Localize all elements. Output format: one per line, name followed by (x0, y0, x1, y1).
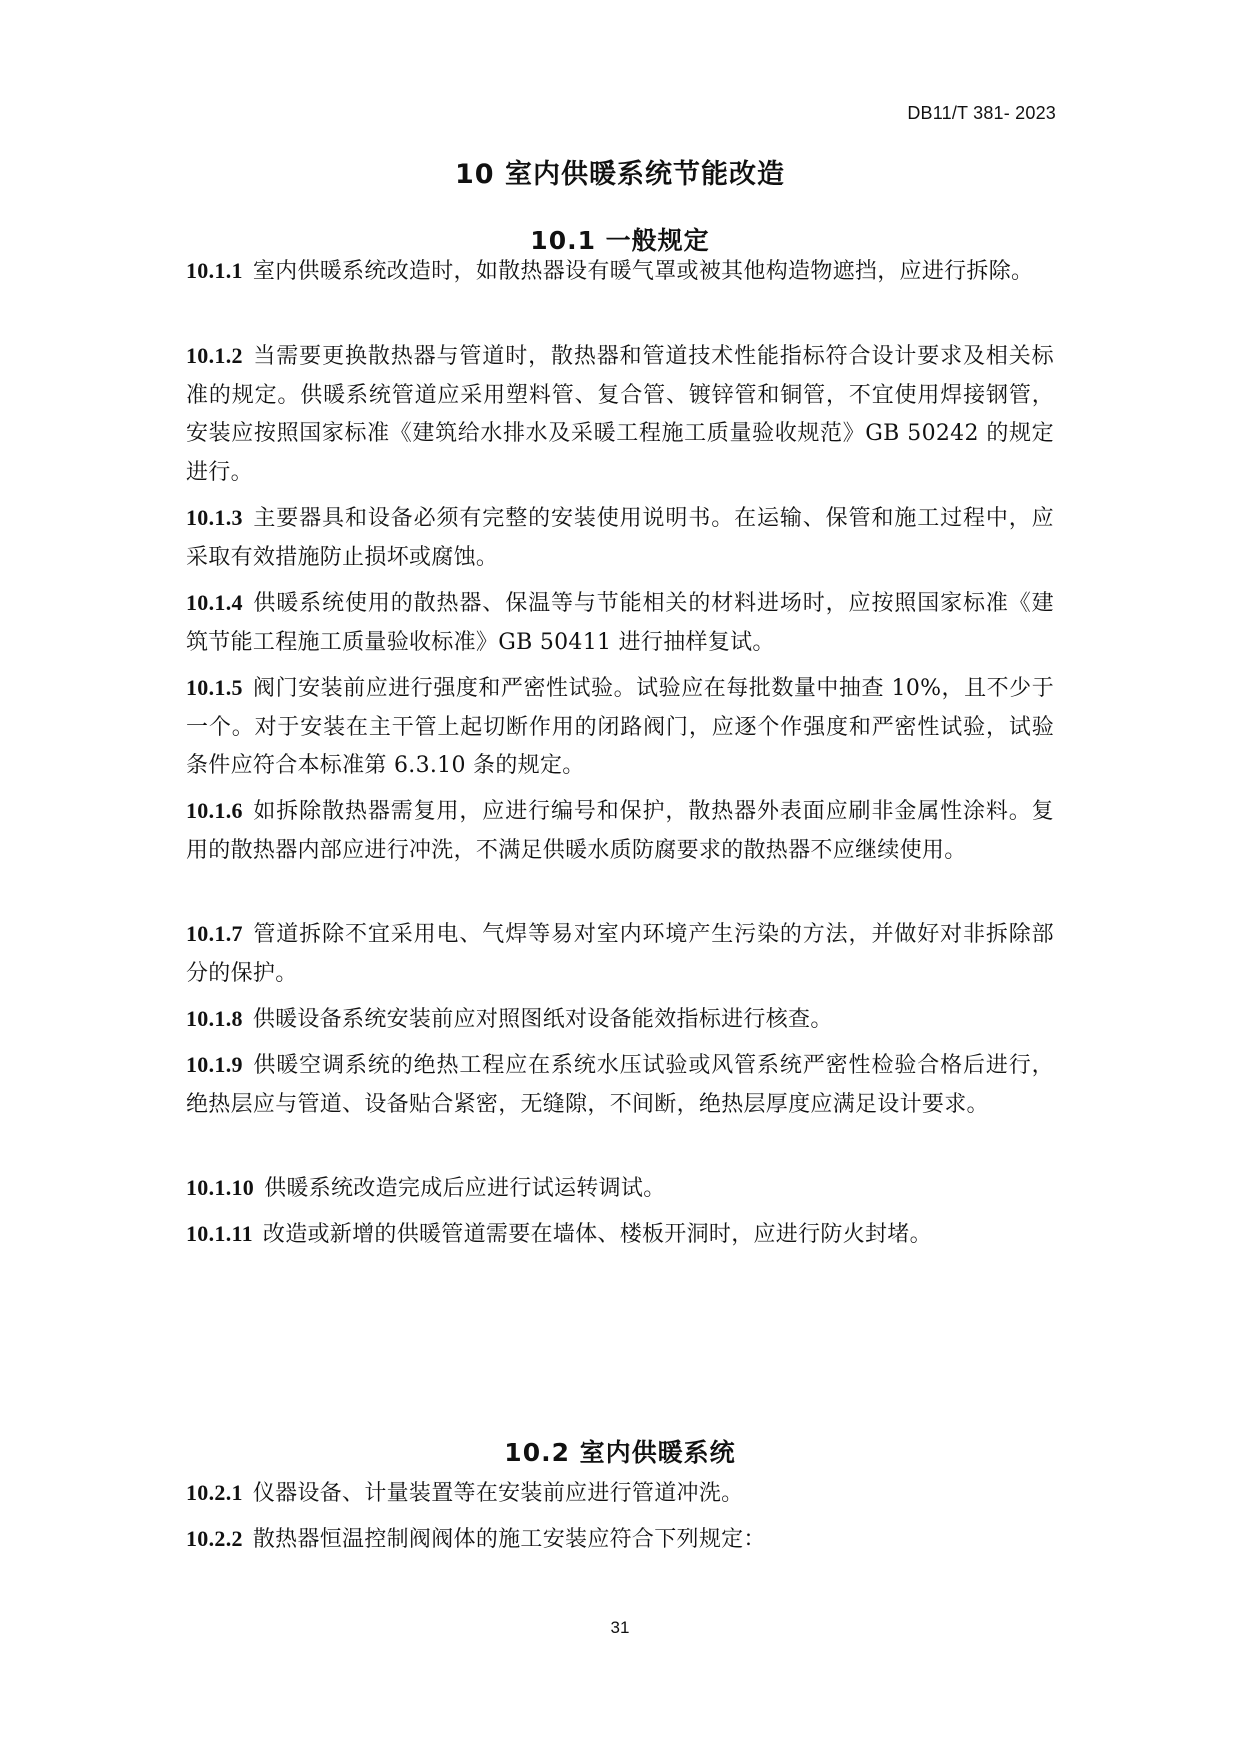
clause-number: 10.1.11 (186, 1221, 253, 1246)
chapter-title: 10 室内供暖系统节能改造 (455, 159, 785, 190)
clause-10-1-10 (186, 1169, 1054, 1209)
clause-number: 10.1.9 (186, 1052, 243, 1077)
clause-10-1-4 (186, 584, 1054, 662)
clause-text: 主要器具和设备必须有完整的安装使用说明书。在运输、保管和施工过程中，应采取有效措施防止损坏或腐蚀。 (186, 506, 1054, 570)
clause-10-1-6 (186, 792, 1054, 870)
clause-text: 供暖系统改造完成后应进行试运转调试。 (264, 1176, 666, 1201)
clause-text: 仪器设备、计量装置等在安装前应进行管道冲洗。 (252, 1481, 744, 1506)
clause-text: 当需要更换散热器与管道时，散热器和管道技术性能指标符合设计要求及相关标准的规定。供暖系统管道应采用塑料管、复合管、镀锌管和铜管，不宜使用焊接钢管，安装应按照国家标准《建筑给水排水及采暖工程施工质量验收规范》GB 50242 的规定进行。 (186, 344, 1054, 485)
clause-10-2-1 (186, 1474, 1054, 1514)
clause-text: 如拆除散热器需复用，应进行编号和保护，散热器外表面应刷非金属性涂料。复用的散热器内部应进行冲洗，不满足供暖水质防腐要求的散热器不应继续使用。 (186, 799, 1054, 863)
clause-10-1-2 (186, 337, 1054, 492)
clause-10-2-2 (186, 1520, 1054, 1560)
clause-text: 供暖空调系统的绝热工程应在系统水压试验或风管系统严密性检验合格后进行，绝热层应与管道、设备贴合紧密，无缝隙，不间断，绝热层厚度应满足设计要求。 (186, 1053, 1054, 1117)
clause-text: 室内供暖系统改造时，如散热器设有暖气罩或被其他构造物遮挡，应进行拆除。 (252, 259, 1034, 284)
section-title-10-1: 10.1 一般规定 (530, 226, 710, 255)
clause-text: 散热器恒温控制阀阀体的施工安装应符合下列规定： (252, 1527, 766, 1552)
clause-number: 10.1.10 (186, 1175, 255, 1200)
clause-number: 10.2.1 (186, 1480, 243, 1505)
document-code: DB11/T 381- 2023 (907, 103, 1056, 123)
clause-number: 10.1.6 (186, 798, 243, 823)
clause-text: 供暖系统使用的散热器、保温等与节能相关的材料进场时，应按照国家标准《建筑节能工程施工质量验收标准》GB 50411 进行抽样复试。 (186, 591, 1054, 655)
clause-10-1-7 (186, 915, 1054, 993)
clause-10-1-8 (186, 1000, 1054, 1040)
section-title-10-2: 10.2 室内供暖系统 (504, 1438, 736, 1467)
clause-10-1-9 (186, 1046, 1054, 1124)
clause-number: 10.1.7 (186, 921, 243, 946)
clause-text: 阀门安装前应进行强度和严密性试验。试验应在每批数量中抽查 10%，且不少于一个。对于安装在主干管上起切断作用的闭路阀门，应逐个作强度和严密性试验，试验条件应符合本标准第 6.3.10 条的规定。 (186, 676, 1054, 778)
clause-number: 10.2.2 (186, 1526, 243, 1551)
clause-number: 10.1.2 (186, 343, 243, 368)
clause-10-1-3 (186, 499, 1054, 577)
clause-text: 管道拆除不宜采用电、气焊等易对室内环境产生污染的方法，并做好对非拆除部分的保护。 (186, 922, 1054, 986)
page-number: 31 (610, 1618, 630, 1637)
clause-number: 10.1.3 (186, 505, 243, 530)
clause-number: 10.1.1 (186, 258, 243, 283)
clause-text: 供暖设备系统安装前应对照图纸对设备能效指标进行核查。 (252, 1007, 833, 1032)
clause-number: 10.1.4 (186, 590, 243, 615)
clause-number: 10.1.8 (186, 1006, 243, 1031)
clause-10-1-1 (186, 252, 1054, 292)
clause-text: 改造或新增的供暖管道需要在墙体、楼板开洞时，应进行防火封堵。 (262, 1222, 932, 1247)
clause-number: 10.1.5 (186, 675, 243, 700)
clause-10-1-11 (186, 1215, 1054, 1255)
clause-10-1-5 (186, 669, 1054, 786)
